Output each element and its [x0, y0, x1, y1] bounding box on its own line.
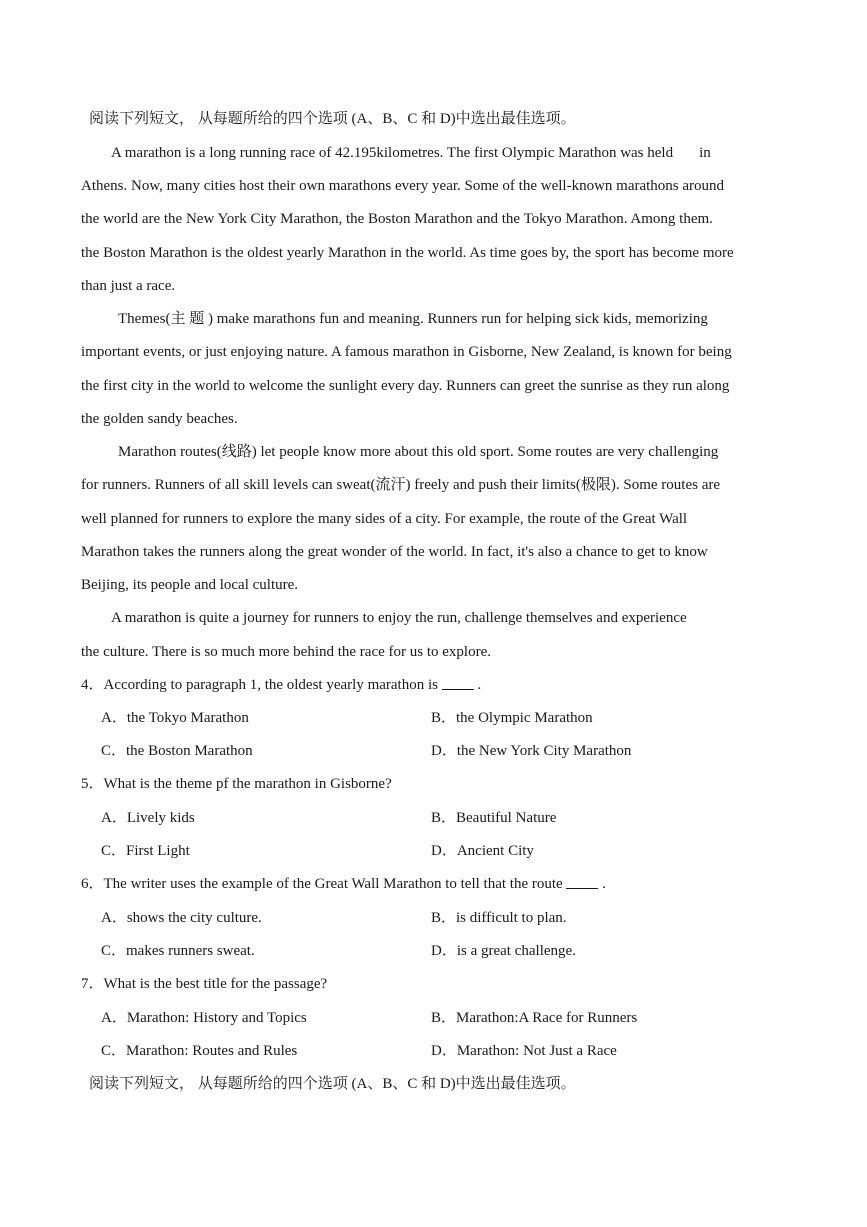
question-5-option-c[interactable]: C．First Light — [101, 843, 190, 859]
question-6-option-b[interactable]: B．is difficult to plan. — [431, 910, 567, 926]
question-6-text: 6．The writer uses the example of the Great Wall Marathon to tell that the route — [81, 876, 563, 892]
question-5-option-a[interactable]: A．Lively kids — [101, 810, 195, 826]
question-4-period: . — [477, 677, 482, 693]
answer-blank — [566, 874, 598, 889]
passage-p1-line-1 — [111, 143, 811, 163]
question-4-text: 4．According to paragraph 1, the oldest yearly marathon is — [81, 677, 438, 693]
question-5-option-b[interactable]: B．Beautiful Nature — [431, 810, 557, 826]
passage-p2-line-2: important events, or just enjoying nature. A famous marathon in Gisborne, New Zealand, is known for being — [81, 344, 732, 360]
passage-p4-line-2: the culture. There is so much more behind the race for us to explore. — [81, 644, 492, 660]
question-5-option-d[interactable]: D．Ancient City — [431, 843, 534, 859]
question-7-option-d[interactable]: D．Marathon: Not Just a Race — [431, 1043, 617, 1059]
passage-p4-line-1: A marathon is quite a journey for runners to enjoy the run, challenge themselves and experience — [111, 610, 687, 626]
passage-p3-line-3: well planned for runners to explore the many sides of a city. For example, the route of the Great Wall — [81, 511, 688, 527]
passage-p1-line-4: the Boston Marathon is the oldest yearly Marathon in the world. As time goes by, the sport has become more — [81, 245, 734, 261]
passage-p2-line-4: the golden sandy beaches. — [81, 411, 238, 427]
passage-p1-line-2: Athens. Now, many cities host their own marathons every year. Some of the well-known marathons around — [81, 178, 725, 194]
question-4-option-d[interactable]: D．the New York City Marathon — [431, 743, 632, 759]
passage-p3-line-5: Beijing, its people and local culture. — [81, 577, 299, 593]
passage-p1-line-5: than just a race. — [81, 278, 176, 294]
passage-p1-line-3: the world are the New York City Marathon, the Boston Marathon and the Tokyo Marathon. Among them. — [81, 211, 713, 227]
question-6-stem — [81, 874, 781, 894]
question-6-option-d[interactable]: D．is a great challenge. — [431, 943, 576, 959]
instruction-heading: 阅读下列短文， 从每题所给的四个选项 (A、B、C 和 D)中选出最佳选项。 — [89, 111, 576, 127]
question-4-option-c[interactable]: C．the Boston Marathon — [101, 743, 253, 759]
question-7-option-a[interactable]: A．Marathon: History and Topics — [101, 1010, 307, 1026]
question-4-option-b[interactable]: B．the Olympic Marathon — [431, 710, 593, 726]
passage-p1-text-end: in — [699, 145, 711, 161]
passage-p3-line-1: Marathon routes(线路) let people know more about this old sport. Some routes are very challenging — [118, 444, 719, 460]
answer-blank — [442, 675, 474, 690]
question-6-period: . — [602, 876, 606, 892]
passage-p2-line-1: Themes(主 题 ) make marathons fun and meaning. Runners run for helping sick kids, memorizing — [118, 311, 708, 327]
footer-instruction: 阅读下列短文， 从每题所给的四个选项 (A、B、C 和 D)中选出最佳选项。 — [89, 1076, 576, 1092]
question-7-option-c[interactable]: C．Marathon: Routes and Rules — [101, 1043, 298, 1059]
passage-p3-line-2: for runners. Runners of all skill levels can sweat(流汗) freely and push their limits(极限). Some routes are — [81, 477, 721, 493]
question-7-option-b[interactable]: B．Marathon:A Race for Runners — [431, 1010, 638, 1026]
passage-p2-line-3: the first city in the world to welcome the sunlight every day. Runners can greet the sunrise as they run along — [81, 378, 730, 394]
question-6-option-c[interactable]: C．makes runners sweat. — [101, 943, 255, 959]
question-4-option-a[interactable]: A．the Tokyo Marathon — [101, 710, 249, 726]
question-4-stem — [81, 675, 781, 695]
question-6-option-a[interactable]: A．shows the city culture. — [101, 910, 262, 926]
question-7-stem: 7．What is the best title for the passage? — [81, 976, 328, 992]
passage-p3-line-4: Marathon takes the runners along the great wonder of the world. In fact, it's also a chance to get to know — [81, 544, 708, 560]
question-5-stem: 5．What is the theme pf the marathon in Gisborne? — [81, 776, 392, 792]
passage-p1-text: A marathon is a long running race of 42.195kilometres. The first Olympic Marathon was held — [111, 145, 674, 161]
